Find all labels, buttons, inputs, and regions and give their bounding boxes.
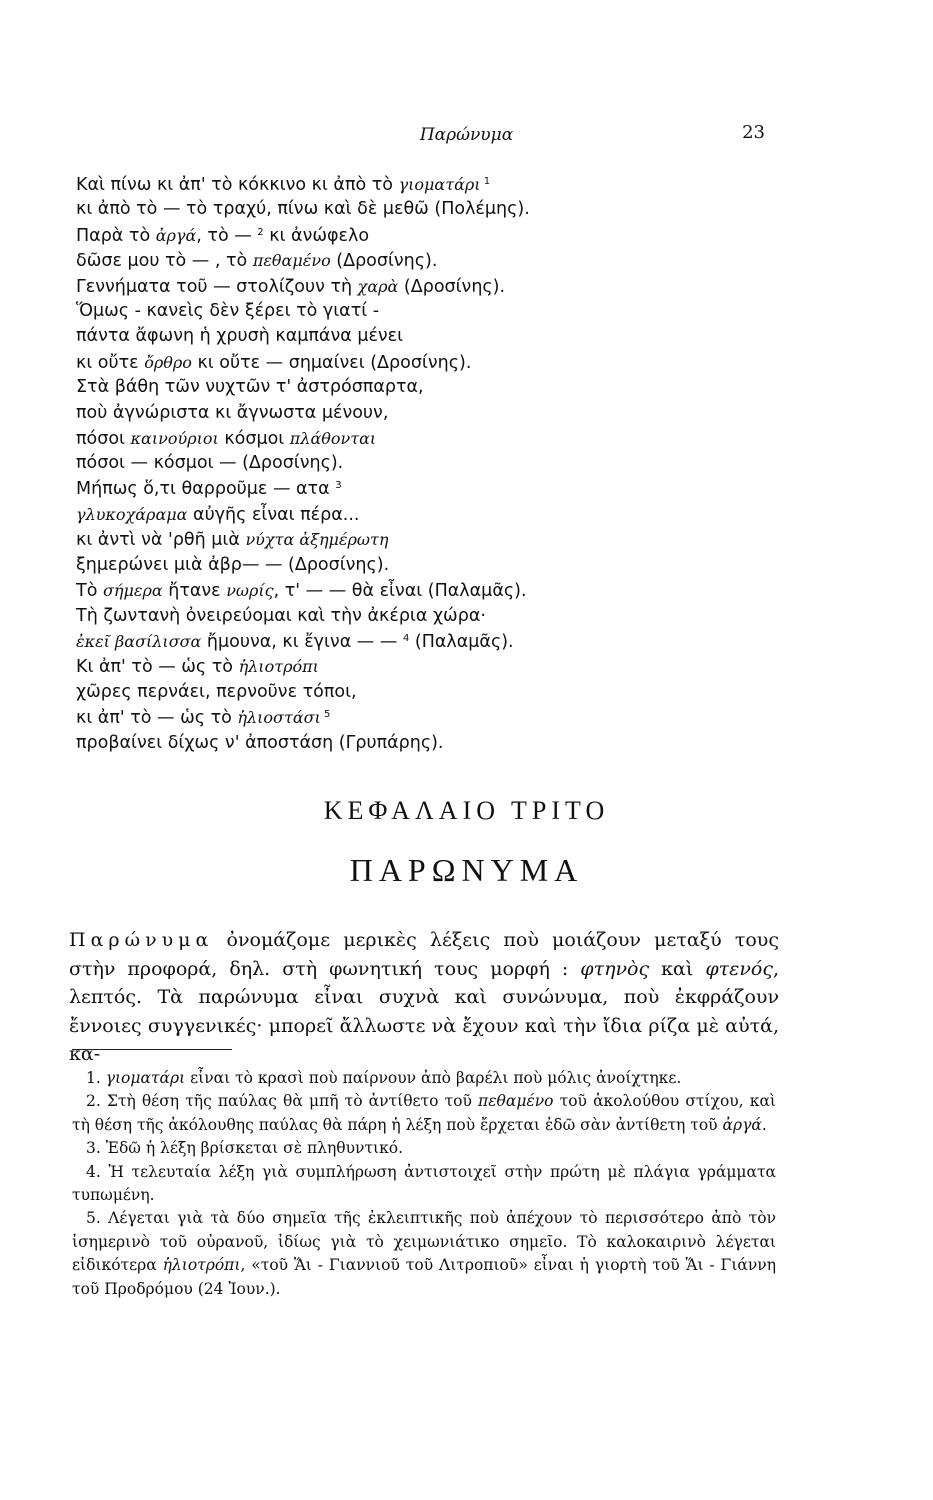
text-run: , τ' — — θὰ εἶναι (Παλαμᾶς).	[273, 581, 527, 602]
emphasized-word: γλυκοχάραμα	[76, 505, 188, 525]
verse-line	[76, 172, 776, 197]
verse-line	[76, 223, 776, 248]
emphasized-word: γιοματάρι	[398, 175, 481, 194]
verse-line	[76, 578, 776, 603]
text-run: κι ἀντὶ νὰ 'ρθῆ μιὰ	[76, 530, 246, 551]
text-run: κι ἀνώφελο	[263, 225, 370, 246]
text-run: Τὸ	[76, 581, 103, 602]
verse-line	[76, 274, 776, 299]
footnote-separator	[72, 1049, 232, 1050]
emphasized-word: πλάθονται	[289, 428, 377, 448]
emphasized-word: χαρὰ	[357, 276, 399, 296]
verse-examples	[76, 172, 776, 756]
emphasized-word: πεθαμένο	[478, 1092, 554, 1111]
emphasized-word: ἀργά	[155, 225, 197, 245]
text-run: πόσοι — κόσμοι — (Δροσίνης).	[76, 453, 344, 474]
text-run: Μήπως ὅ,τι θαρροῦμε — ατα	[76, 478, 336, 499]
footnote	[72, 1090, 776, 1137]
verse-line	[76, 654, 776, 679]
text-run: κι οὔτε	[76, 352, 145, 373]
footnote-ref: 1	[480, 176, 491, 187]
emphasized-word: σήμερα	[102, 581, 163, 601]
emphasized-word: ὄρθρο	[144, 352, 192, 372]
emphasized-word: ἐκεῖ βασίλισσα	[76, 632, 202, 652]
emphasized-word: ἡλιοτρόπι	[238, 657, 319, 677]
text-run: Τὴ ζωντανὴ ὀνειρεύομαι καὶ τὴν ἀκέρια χώρα·	[76, 605, 486, 626]
text-run: Ὅμως - κανεὶς δὲν ξέρει τὸ γιατί -	[76, 300, 380, 321]
verse-line	[76, 197, 776, 222]
footnote-ref: 4	[402, 633, 410, 645]
text-run: κι ἀπ' τὸ — ὡς τὸ	[76, 708, 238, 729]
emphasized-word: ἡλιοτρόπι	[162, 1256, 241, 1275]
verse-line	[76, 324, 776, 349]
footnote	[72, 1207, 776, 1301]
footnote	[72, 1067, 776, 1090]
text-run: τοῦ ἀκολούθου στίχου, καὶ τὴ θέση τῆς ἀκόλουθης παύλας θὰ πάρη ἡ λέξη ποὺ ἔρχεται ἐδῶ σὰν ἀντίθετη τοῦ	[72, 1092, 777, 1134]
emphasized-word: νύχτα ἀξημέρωτη	[245, 530, 389, 550]
verse-line	[76, 629, 776, 654]
defined-term: Παρώνυμα	[69, 929, 214, 951]
text-run: χῶρες περνάει, περνοῦνε τόποι,	[76, 681, 357, 702]
footnote-ref: 2	[257, 226, 264, 238]
emphasized-word: γιοματάρι	[105, 1069, 186, 1087]
text-run: κόσμοι	[218, 428, 290, 449]
text-run: .	[761, 1115, 767, 1134]
emphasized-word: πεθαμένο	[252, 251, 331, 271]
body-paragraph	[69, 926, 779, 1069]
text-run: (Δροσίνης).	[398, 276, 506, 297]
text-run: κι οὔτε — σημαίνει (Δροσίνης).	[191, 352, 472, 373]
text-run: , λεπτός. Τὰ παρώνυμα εἶναι συχνὰ καὶ συνώνυμα, ποὺ ἐκφράζουν ἔννοιες συγγενικές· μπορεῖ ἄλλωστε νὰ ἔχουν καὶ τὴν ἴδια ρίζα μὲ αὐτά, κα-	[69, 957, 780, 1066]
emphasized-word: νωρίς	[226, 581, 274, 601]
emphasized-word: φτηνὸς	[580, 957, 650, 980]
text-run: (Δροσίνης).	[330, 251, 438, 272]
text-run: Καὶ πίνω κι ἀπ' τὸ κόκκινο κι ἀπὸ τὸ	[76, 175, 399, 195]
text-run: προβαίνει δίχως ν' ἀποστάση (Γρυπάρης).	[76, 732, 444, 753]
text-run: ἤτανε	[162, 581, 227, 602]
verse-line	[76, 553, 776, 578]
page-number: 23	[742, 122, 765, 143]
text-run: 5. Λέγεται γιὰ τὰ δύο σημεῖα τῆς ἐκλειπτικῆς ποὺ ἀπέχουν τὸ περισσότερο ἀπὸ τὸν ἰσημερινὸ τοῦ οὐρανοῦ, ἰδίως γιὰ τὸ χειμωνιάτικο σημεῖο. Τὸ καλοκαιρινὸ λέγεται εἰδικότερα	[72, 1209, 776, 1275]
text-run: (Παλαμᾶς).	[409, 632, 514, 653]
text-run: Στὰ βάθη τῶν νυχτῶν τ' ἀστρόσπαρτα,	[76, 377, 424, 398]
text-run: ξημερώνει μιὰ ἀβρ— — (Δροσίνης).	[76, 554, 390, 575]
text-run: ἤμουνα, κι ἔγινα — —	[201, 632, 403, 653]
emphasized-word: ἀργά	[722, 1115, 762, 1134]
text-run: αὐγῆς εἶναι πέρα...	[187, 505, 360, 526]
footnote	[72, 1161, 776, 1208]
emphasized-word: καινούριοι	[130, 428, 219, 448]
text-run: καὶ	[649, 957, 706, 980]
text-run: Γεννήματα τοῦ — στολίζουν τὴ	[76, 276, 358, 297]
verse-line	[76, 680, 776, 705]
text-run: 1.	[86, 1069, 106, 1087]
verse-line	[76, 375, 776, 400]
verse-line	[76, 248, 776, 273]
text-run: ὀνομάζομε μερικὲς λέξεις ποὺ μοιάζουν μεταξύ τους στὴν προφορά, δηλ. στὴ φωνητική τους μορφή :	[69, 929, 779, 980]
verse-line	[76, 731, 776, 756]
text-run: , «τοῦ Ἅι - Γιαννιοῦ τοῦ Λιτροπιοῦ» εἶναι ἡ γιορτὴ τοῦ Ἅι - Γιάννη τοῦ Προδρόμου (24 Ἰουν.).	[72, 1256, 776, 1298]
text-run: , τὸ —	[196, 225, 258, 246]
verse-line	[76, 477, 776, 502]
footnote-ref: 5	[320, 709, 331, 721]
verse-line	[76, 604, 776, 629]
footnote-ref: 3	[335, 479, 342, 491]
chapter-title: ΠΑΡΩΝΥΜΑ	[349, 852, 584, 888]
verse-line	[76, 705, 776, 730]
verse-line	[76, 299, 776, 324]
verse-line	[76, 401, 776, 426]
text-run: εἶναι τὸ κρασὶ ποὺ παίρνουν ἀπὸ βαρέλι ποὺ μόλις ἀνοίχτηκε.	[185, 1069, 682, 1087]
text-run: ποὺ ἀγνώριστα κι ἄγνωστα μένουν,	[76, 402, 389, 423]
emphasized-word: φτενός	[705, 957, 773, 980]
verse-line	[76, 527, 776, 552]
verse-line	[76, 451, 776, 476]
text-run: πάντα ἄφωνη ἡ χρυσὴ καμπάνα μένει	[76, 326, 404, 347]
text-run: 3. Ἐδῶ ἡ λέξη βρίσκεται σὲ πληθυντικό.	[86, 1139, 404, 1158]
text-run: 2. Στὴ θέση τῆς παύλας θὰ μπῆ τὸ ἀντίθετο τοῦ	[86, 1092, 479, 1111]
chapter-label: ΚΕΦΑΛΑΙΟ ΤΡΙΤΟ	[323, 796, 610, 825]
text-run: Κι ἀπ' τὸ — ὡς τὸ	[76, 657, 239, 678]
footnotes	[72, 1067, 776, 1301]
text-run: δῶσε μου τὸ — , τὸ	[76, 251, 253, 272]
verse-line	[76, 502, 776, 527]
text-run: πόσοι	[76, 428, 131, 449]
running-title: Παρώνυμα	[419, 125, 514, 145]
emphasized-word: ἡλιοστάσι	[237, 708, 321, 728]
verse-line	[76, 426, 776, 451]
text-run: κι ἀπὸ τὸ — τὸ τραχύ, πίνω καὶ δὲ μεθῶ (Πολέμης).	[76, 199, 530, 220]
verse-line	[76, 350, 776, 375]
text-run: 4. Ἡ τελευταία λέξη γιὰ συμπλήρωση ἀντιστοιχεῖ στὴν πρώτη μὲ πλάγια γράμματα τυπωμένη.	[72, 1162, 776, 1205]
footnote	[72, 1137, 776, 1160]
text-run: Παρὰ τὸ	[76, 225, 156, 246]
